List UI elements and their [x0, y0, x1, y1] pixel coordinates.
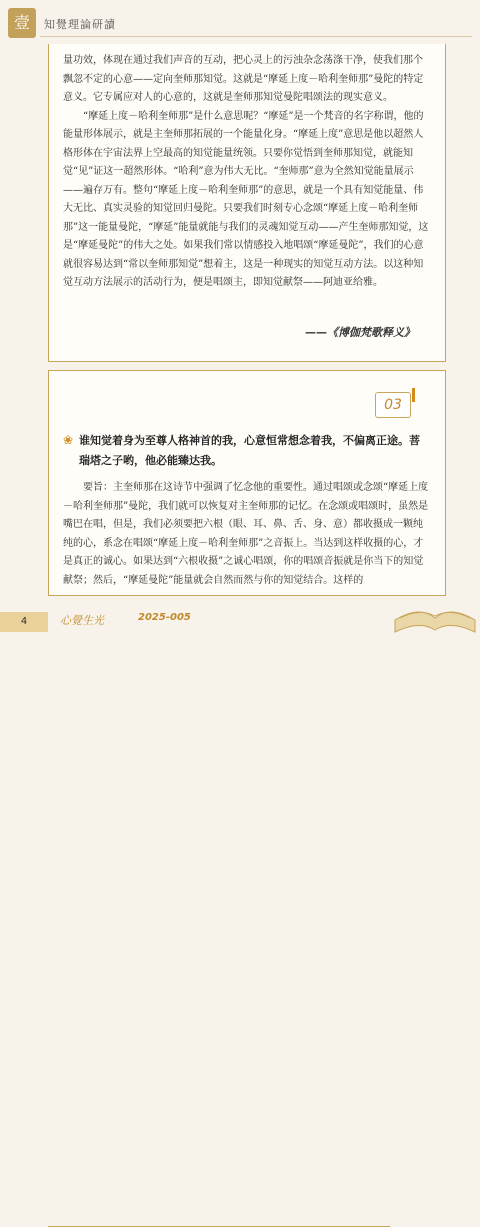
commentary-body — [63, 479, 431, 590]
paragraph-2: “摩延上度－哈利奎师那”是什么意思呢？“摩延”是一个梵音的名字称谓，他的能量形体展示，就是主奎师那拓展的一个能量化身。“摩延上度”意思是他以超然人格形体在宇宙法界上空最高的知觉能量统领。只要你觉悟到奎师那知觉，就能知觉“见”证这一超然形体。“哈利”意为伟大无比。“奎师那”意为全然知觉能量展示——遍存万有。整句“摩延上度－哈利奎师那”的意思，就是一个具有知觉能量、伟大无比、真实灵验的知觉回归曼陀。只要我们时刻专心念颂“摩延上度－哈利奎师那”这一能量曼陀，“摩延”能量就能与我们的灵魂知觉互动——产生奎师那知觉，这是“摩延曼陀”的伟大之处。如果我们常以情感投入地唱颂“摩延曼陀”，我们的心意就很容易达到“常以奎师那知觉”想着主，这是一种现实的知觉互动方法。以这种知觉互动方法展示的活动行为，便是唱颂主，即知觉献祭——阿迪亚给雅。 — [63, 110, 429, 288]
badge-accent-bar — [412, 388, 415, 402]
commentary-paragraph: 要旨：主奎师那在这诗节中强调了忆念他的重要性。通过唱颂或念颂“摩延上度－哈利奎师那”曼陀，我们就可以恢复对主奎师那的记忆。在念颂或唱颂时，虽然是嘴巴在唱，但是，我们必须要把六根（眼、耳、鼻、舌、身、意）都收摄成一颗纯纯的心，系念在唱颂“摩延上度－哈利奎师那”之音振上。当达到这样收摄的心，才是真正的诚心。如果达到“六根收摄”之诚心唱颂，你的唱颂音振就是你当下的知觉献祭；然后，“摩延曼陀”能量就会自然而然与你的知觉结合。这样的 — [63, 482, 429, 586]
header-seal-icon: 壹 — [8, 8, 36, 38]
header-title: 知覺理論研讀 — [44, 18, 116, 31]
magazine-name: 心覺生光 — [60, 614, 104, 627]
article-card-1-content — [63, 52, 431, 293]
article-card-1 — [48, 44, 446, 362]
header-divider — [40, 36, 472, 37]
page-number: 4 — [0, 612, 48, 632]
verse-heading: 谁知觉着身为至尊人格神首的我，心意恒常想念着我，不偏离正途。菩瑞塔之子哟，他必能臻达我。 — [79, 434, 420, 467]
issue-number: 2025-005 — [138, 612, 191, 623]
lotus-icon: ❀ — [63, 433, 74, 447]
article-card-2 — [48, 370, 446, 596]
page-header — [0, 0, 480, 44]
paragraph-1: 量功效，体现在通过我们声音的互动，把心灵上的污浊杂念荡涤干净，使我们那个飘忽不定的心意——定向奎师那知觉。这就是“摩延上度－哈利奎师那”曼陀的特定意义。它专属应对人的心意的，这就是奎师那知觉曼陀唱颂法的现实意义。 — [63, 55, 424, 103]
source-citation: ——《博伽梵歌释义》 — [305, 326, 415, 339]
open-book-icon — [390, 560, 480, 640]
section-number-badge: 03 — [375, 392, 411, 418]
